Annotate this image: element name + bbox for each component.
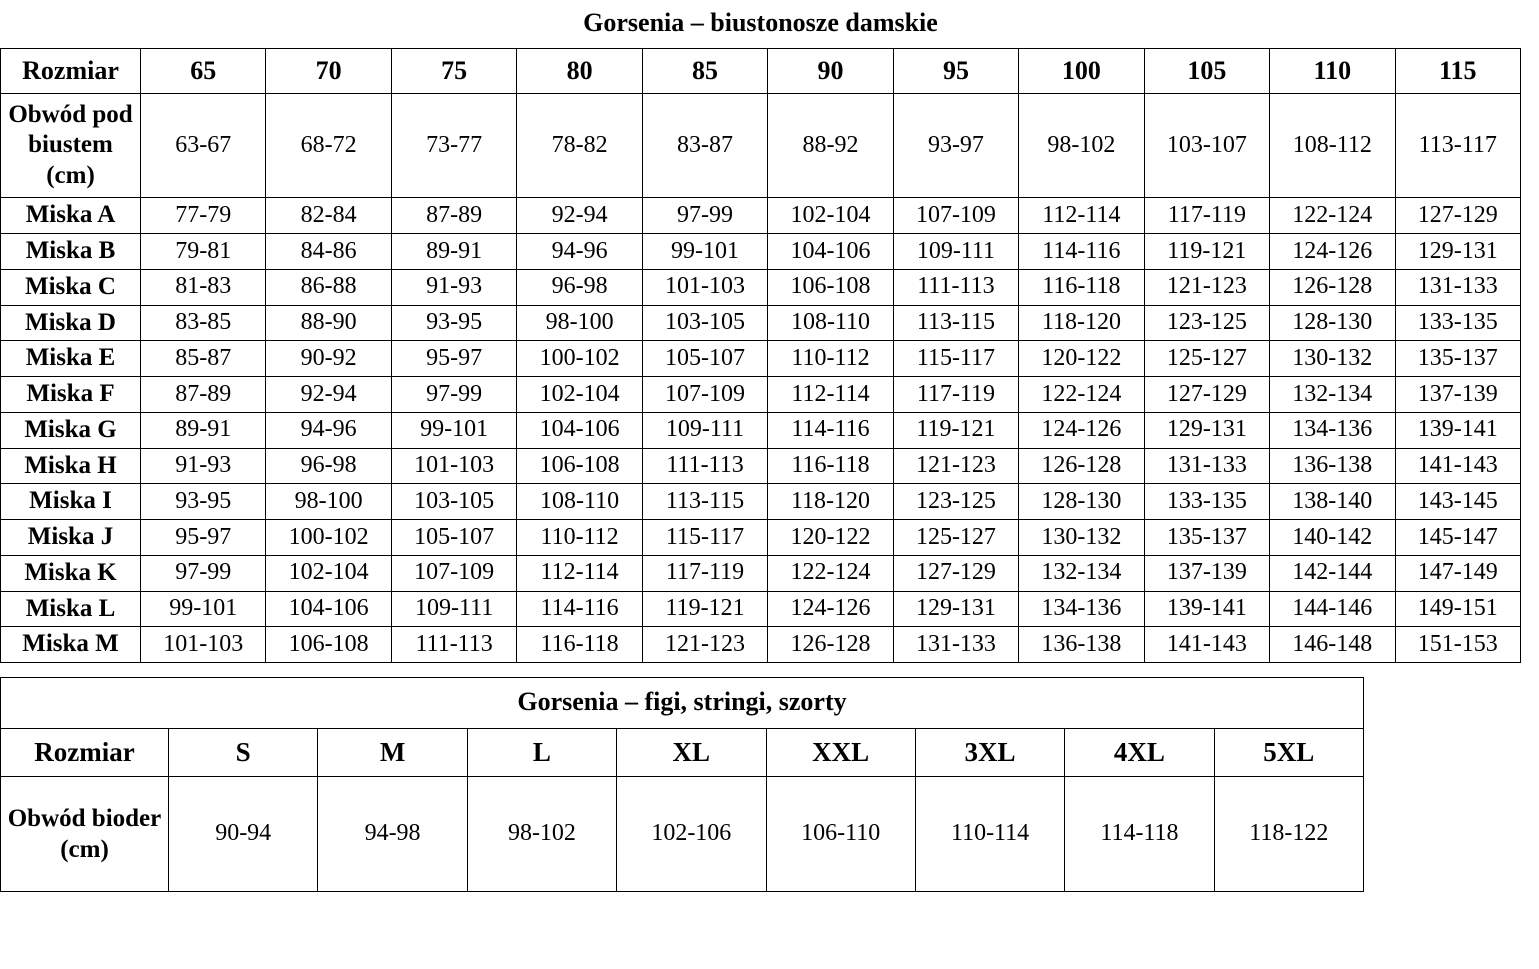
- cup-value: 119-121: [1144, 234, 1269, 270]
- bra-size-75: 75: [391, 48, 516, 93]
- table-row: [1, 520, 1521, 556]
- cup-value: 126-128: [768, 627, 893, 663]
- underbust-value: 98-102: [1019, 93, 1144, 198]
- cup-value: 128-130: [1270, 305, 1395, 341]
- underbust-value: 68-72: [266, 93, 391, 198]
- cup-label-e: Miska E: [1, 341, 141, 377]
- cup-value: 134-136: [1019, 591, 1144, 627]
- cup-value: 96-98: [517, 269, 642, 305]
- cup-value: 121-123: [893, 448, 1018, 484]
- cup-value: 91-93: [141, 448, 266, 484]
- cup-value: 99-101: [391, 412, 516, 448]
- cup-value: 84-86: [266, 234, 391, 270]
- cup-value: 95-97: [141, 520, 266, 556]
- cup-value: 131-133: [1144, 448, 1269, 484]
- table-row: [1, 305, 1521, 341]
- cup-value: 92-94: [517, 198, 642, 234]
- cup-value: 135-137: [1144, 520, 1269, 556]
- cup-value: 105-107: [391, 520, 516, 556]
- cup-value: 101-103: [141, 627, 266, 663]
- bra-size-65: 65: [141, 48, 266, 93]
- cup-label-l: Miska L: [1, 591, 141, 627]
- cup-value: 90-92: [266, 341, 391, 377]
- cup-value: 93-95: [141, 484, 266, 520]
- bra-size-85: 85: [642, 48, 767, 93]
- cup-label-j: Miska J: [1, 520, 141, 556]
- table-row: [1, 341, 1521, 377]
- panty-table-wrapper: [0, 677, 1539, 892]
- cup-value: 133-135: [1144, 484, 1269, 520]
- cup-value: 121-123: [1144, 269, 1269, 305]
- panty-size-xxl: XXL: [766, 728, 915, 776]
- cup-value: 142-144: [1270, 555, 1395, 591]
- cup-label-m: Miska M: [1, 627, 141, 663]
- hips-value: 110-114: [915, 776, 1064, 892]
- cup-value: 112-114: [1019, 198, 1144, 234]
- bra-size-105: 105: [1144, 48, 1269, 93]
- cup-value: 104-106: [517, 412, 642, 448]
- cup-value: 86-88: [266, 269, 391, 305]
- hips-value: 106-110: [766, 776, 915, 892]
- cup-value: 108-110: [517, 484, 642, 520]
- cup-value: 137-139: [1395, 377, 1520, 413]
- table-row: [1, 627, 1521, 663]
- cup-value: 107-109: [391, 555, 516, 591]
- table-row: [1, 555, 1521, 591]
- cup-value: 104-106: [266, 591, 391, 627]
- cup-value: 112-114: [517, 555, 642, 591]
- cup-value: 98-100: [266, 484, 391, 520]
- cup-value: 130-132: [1019, 520, 1144, 556]
- cup-value: 118-120: [768, 484, 893, 520]
- panty-size-m: M: [318, 728, 467, 776]
- bra-size-90: 90: [768, 48, 893, 93]
- table-row: [1, 591, 1521, 627]
- underbust-value: 113-117: [1395, 93, 1520, 198]
- table-row: [1, 412, 1521, 448]
- cup-value: 95-97: [391, 341, 516, 377]
- cup-value: 130-132: [1270, 341, 1395, 377]
- table-row: [1, 93, 1521, 198]
- cup-value: 127-129: [1395, 198, 1520, 234]
- panty-size-s: S: [169, 728, 318, 776]
- cup-value: 110-112: [768, 341, 893, 377]
- bra-table-title: Gorsenia – biustonosze damskie: [583, 8, 938, 37]
- cup-value: 132-134: [1270, 377, 1395, 413]
- cup-label-f: Miska F: [1, 377, 141, 413]
- cup-value: 135-137: [1395, 341, 1520, 377]
- cup-value: 140-142: [1270, 520, 1395, 556]
- cup-value: 99-101: [141, 591, 266, 627]
- cup-value: 102-104: [266, 555, 391, 591]
- bra-size-header: Rozmiar: [1, 48, 141, 93]
- cup-value: 144-146: [1270, 591, 1395, 627]
- underbust-value: 73-77: [391, 93, 516, 198]
- cup-value: 117-119: [893, 377, 1018, 413]
- panty-size-3xl: 3XL: [915, 728, 1064, 776]
- cup-value: 111-113: [391, 627, 516, 663]
- bra-size-70: 70: [266, 48, 391, 93]
- cup-value: 100-102: [517, 341, 642, 377]
- cup-value: 105-107: [642, 341, 767, 377]
- table-row: [1, 776, 1364, 892]
- cup-value: 129-131: [1144, 412, 1269, 448]
- hips-value: 98-102: [467, 776, 616, 892]
- panty-size-4xl: 4XL: [1065, 728, 1214, 776]
- bra-size-95: 95: [893, 48, 1018, 93]
- cup-value: 120-122: [768, 520, 893, 556]
- cup-label-h: Miska H: [1, 448, 141, 484]
- cup-value: 97-99: [141, 555, 266, 591]
- panty-table-header-row: [1, 728, 1364, 776]
- cup-label-c: Miska C: [1, 269, 141, 305]
- cup-value: 112-114: [768, 377, 893, 413]
- cup-label-g: Miska G: [1, 412, 141, 448]
- cup-value: 121-123: [642, 627, 767, 663]
- table-row: [1, 269, 1521, 305]
- panty-size-header: Rozmiar: [1, 728, 169, 776]
- cup-value: 77-79: [141, 198, 266, 234]
- cup-value: 94-96: [266, 412, 391, 448]
- cup-value: 85-87: [141, 341, 266, 377]
- hips-value: 102-106: [617, 776, 766, 892]
- cup-value: 128-130: [1019, 484, 1144, 520]
- cup-label-d: Miska D: [1, 305, 141, 341]
- cup-value: 136-138: [1270, 448, 1395, 484]
- cup-value: 107-109: [893, 198, 1018, 234]
- panty-size-5xl: 5XL: [1214, 728, 1363, 776]
- cup-value: 123-125: [893, 484, 1018, 520]
- cup-value: 120-122: [1019, 341, 1144, 377]
- cup-value: 111-113: [893, 269, 1018, 305]
- cup-value: 119-121: [893, 412, 1018, 448]
- cup-value: 116-118: [768, 448, 893, 484]
- bra-table-title-row: [1, 0, 1521, 48]
- underbust-value: 88-92: [768, 93, 893, 198]
- cup-value: 137-139: [1144, 555, 1269, 591]
- cup-value: 126-128: [1019, 448, 1144, 484]
- cup-value: 115-117: [893, 341, 1018, 377]
- cup-label-i: Miska I: [1, 484, 141, 520]
- hips-value: 114-118: [1065, 776, 1214, 892]
- cup-value: 123-125: [1144, 305, 1269, 341]
- underbust-value: 103-107: [1144, 93, 1269, 198]
- cup-value: 111-113: [642, 448, 767, 484]
- cup-value: 134-136: [1270, 412, 1395, 448]
- cup-value: 103-105: [642, 305, 767, 341]
- table-row: [1, 484, 1521, 520]
- cup-value: 109-111: [391, 591, 516, 627]
- cup-value: 113-115: [893, 305, 1018, 341]
- cup-value: 101-103: [642, 269, 767, 305]
- cup-value: 117-119: [642, 555, 767, 591]
- cup-value: 98-100: [517, 305, 642, 341]
- cup-value: 132-134: [1019, 555, 1144, 591]
- cup-value: 97-99: [642, 198, 767, 234]
- cup-value: 110-112: [517, 520, 642, 556]
- cup-value: 88-90: [266, 305, 391, 341]
- cup-value: 141-143: [1144, 627, 1269, 663]
- hips-label: Obwód bioder (cm): [1, 776, 169, 892]
- cup-value: 131-133: [893, 627, 1018, 663]
- cup-value: 109-111: [893, 234, 1018, 270]
- cup-value: 125-127: [1144, 341, 1269, 377]
- cup-value: 82-84: [266, 198, 391, 234]
- cup-value: 106-108: [768, 269, 893, 305]
- cup-value: 93-95: [391, 305, 516, 341]
- cup-value: 118-120: [1019, 305, 1144, 341]
- cup-value: 102-104: [768, 198, 893, 234]
- cup-value: 94-96: [517, 234, 642, 270]
- cup-value: 106-108: [266, 627, 391, 663]
- cup-value: 116-118: [517, 627, 642, 663]
- cup-value: 92-94: [266, 377, 391, 413]
- panty-size-table: [0, 677, 1364, 892]
- cup-value: 89-91: [141, 412, 266, 448]
- cup-value: 127-129: [893, 555, 1018, 591]
- cup-value: 143-145: [1395, 484, 1520, 520]
- cup-value: 133-135: [1395, 305, 1520, 341]
- bra-table-header-row: [1, 48, 1521, 93]
- table-row: [1, 234, 1521, 270]
- hips-value: 118-122: [1214, 776, 1363, 892]
- bra-size-115: 115: [1395, 48, 1520, 93]
- bra-size-100: 100: [1019, 48, 1144, 93]
- underbust-value: 83-87: [642, 93, 767, 198]
- cup-value: 149-151: [1395, 591, 1520, 627]
- cup-value: 102-104: [517, 377, 642, 413]
- cup-value: 115-117: [642, 520, 767, 556]
- underbust-value: 108-112: [1270, 93, 1395, 198]
- table-row: [1, 198, 1521, 234]
- hips-value: 90-94: [169, 776, 318, 892]
- cup-value: 124-126: [768, 591, 893, 627]
- cup-value: 145-147: [1395, 520, 1520, 556]
- cup-value: 139-141: [1395, 412, 1520, 448]
- cup-value: 141-143: [1395, 448, 1520, 484]
- cup-value: 138-140: [1270, 484, 1395, 520]
- cup-label-k: Miska K: [1, 555, 141, 591]
- cup-value: 126-128: [1270, 269, 1395, 305]
- cup-value: 124-126: [1019, 412, 1144, 448]
- cup-value: 127-129: [1144, 377, 1269, 413]
- cup-value: 113-115: [642, 484, 767, 520]
- cup-value: 124-126: [1270, 234, 1395, 270]
- cup-value: 116-118: [1019, 269, 1144, 305]
- bra-size-80: 80: [517, 48, 642, 93]
- cup-value: 109-111: [642, 412, 767, 448]
- cup-value: 147-149: [1395, 555, 1520, 591]
- cup-value: 129-131: [893, 591, 1018, 627]
- cup-value: 114-116: [1019, 234, 1144, 270]
- cup-value: 129-131: [1395, 234, 1520, 270]
- cup-value: 103-105: [391, 484, 516, 520]
- cup-value: 99-101: [642, 234, 767, 270]
- cup-value: 104-106: [768, 234, 893, 270]
- panty-table-title-row: [1, 678, 1364, 729]
- cup-value: 83-85: [141, 305, 266, 341]
- cup-value: 122-124: [1270, 198, 1395, 234]
- cup-value: 79-81: [141, 234, 266, 270]
- underbust-value: 63-67: [141, 93, 266, 198]
- cup-value: 125-127: [893, 520, 1018, 556]
- cup-value: 136-138: [1019, 627, 1144, 663]
- hips-value: 94-98: [318, 776, 467, 892]
- cup-value: 91-93: [391, 269, 516, 305]
- cup-value: 114-116: [768, 412, 893, 448]
- cup-value: 122-124: [1019, 377, 1144, 413]
- cup-value: 117-119: [1144, 198, 1269, 234]
- underbust-label: Obwód pod biustem (cm): [1, 93, 141, 198]
- bra-size-110: 110: [1270, 48, 1395, 93]
- cup-value: 97-99: [391, 377, 516, 413]
- underbust-value: 78-82: [517, 93, 642, 198]
- cup-value: 81-83: [141, 269, 266, 305]
- cup-value: 96-98: [266, 448, 391, 484]
- table-row: [1, 448, 1521, 484]
- cup-value: 100-102: [266, 520, 391, 556]
- cup-value: 89-91: [391, 234, 516, 270]
- cup-label-b: Miska B: [1, 234, 141, 270]
- cup-value: 114-116: [517, 591, 642, 627]
- panty-size-l: L: [467, 728, 616, 776]
- panty-size-xl: XL: [617, 728, 766, 776]
- cup-value: 151-153: [1395, 627, 1520, 663]
- panty-table-title: Gorsenia – figi, stringi, szorty: [1, 678, 1364, 729]
- cup-label-a: Miska A: [1, 198, 141, 234]
- cup-value: 107-109: [642, 377, 767, 413]
- cup-value: 106-108: [517, 448, 642, 484]
- cup-value: 119-121: [642, 591, 767, 627]
- cup-value: 108-110: [768, 305, 893, 341]
- cup-value: 87-89: [141, 377, 266, 413]
- table-row: [1, 377, 1521, 413]
- cup-value: 146-148: [1270, 627, 1395, 663]
- cup-value: 87-89: [391, 198, 516, 234]
- cup-value: 101-103: [391, 448, 516, 484]
- underbust-value: 93-97: [893, 93, 1018, 198]
- cup-value: 122-124: [768, 555, 893, 591]
- cup-value: 139-141: [1144, 591, 1269, 627]
- cup-value: 131-133: [1395, 269, 1520, 305]
